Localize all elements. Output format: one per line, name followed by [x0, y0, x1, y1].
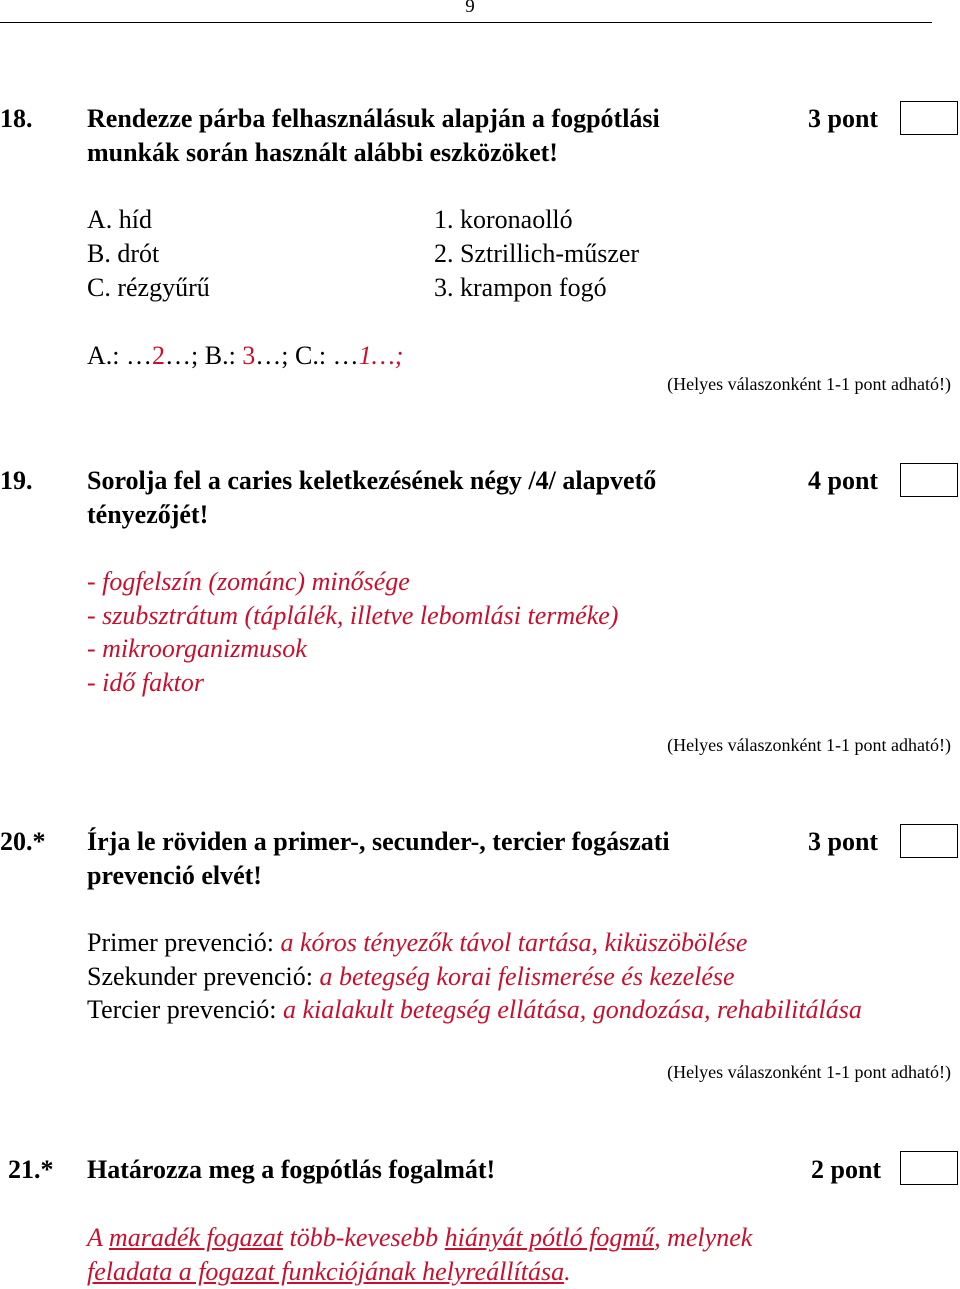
q19-answer-item: - szubsztrátum (táplálék, illetve lebomlási terméke): [87, 601, 619, 630]
q20-row-answer: a kóros tényezők távol tartása, kiküszöbölése: [280, 928, 748, 957]
q18-right-item: 1. koronaolló: [434, 205, 573, 234]
q20-points: 3 pont: [808, 827, 879, 856]
q19-score-box[interactable]: [900, 463, 958, 497]
q18-left-item: B. drót: [87, 239, 160, 268]
q19-answer-item: - fogfelszín (zománc) minősége: [87, 567, 410, 596]
q18-score-box[interactable]: [900, 101, 958, 135]
q21-answer-line2: [87, 1255, 571, 1289]
q18-answer-b-value: 3: [242, 341, 256, 370]
q19-answer-item: - mikroorganizmusok: [87, 634, 307, 663]
q21-score-box[interactable]: [900, 1151, 958, 1185]
q18-answer-c-value: 1…;: [358, 341, 404, 370]
q20-answer-row: [87, 993, 862, 1027]
q18-answer-line: [87, 339, 403, 373]
q20-number: 20.*: [0, 827, 46, 856]
q19-scoring-note: (Helyes válaszonként 1-1 pont adható!): [667, 735, 951, 755]
q18-points: 3 pont: [808, 104, 879, 133]
q20-prompt-line1: Írja le röviden a primer-, secunder-, tercier fogászati: [87, 827, 670, 856]
q20-answer-row: [87, 926, 747, 960]
q21-points: 2 pont: [811, 1155, 882, 1184]
q18-answer-c-label: …; C.: …: [255, 341, 359, 370]
q21-answer-part-underlined: feladata a fogazat funkciójának helyreállítása: [87, 1257, 565, 1286]
q21-answer-part: több-kevesebb: [282, 1223, 445, 1252]
q18-scoring-note: (Helyes válaszonként 1-1 pont adható!): [667, 374, 951, 394]
q18-answer-a-value: 2: [152, 341, 165, 370]
q18-right-item: 3. krampon fogó: [434, 273, 607, 302]
q20-score-box[interactable]: [900, 824, 958, 858]
q20-row-label: Primer prevenció:: [87, 928, 281, 957]
q21-answer-part-underlined: hiányát pótló fogmű: [444, 1223, 655, 1252]
q21-answer-part: .: [564, 1257, 571, 1286]
q18-number: 18.: [0, 104, 33, 133]
q20-row-answer: a betegség korai felismerése és kezelése: [319, 962, 735, 991]
q20-row-label: Szekunder prevenció:: [87, 962, 320, 991]
q21-number: 21.*: [8, 1155, 54, 1184]
q19-points: 4 pont: [808, 466, 879, 495]
q18-left-item: A. híd: [87, 205, 152, 234]
q20-answer-row: [87, 960, 735, 994]
q19-number: 19.: [0, 466, 33, 495]
q21-answer-part-underlined: maradék fogazat: [108, 1223, 283, 1252]
q21-answer-line1: [87, 1221, 752, 1255]
q18-answer-b-label: …; B.:: [165, 341, 243, 370]
q19-prompt-line1: Sorolja fel a caries keletkezésének négy /4/ alapvető: [87, 466, 657, 495]
q21-prompt: Határozza meg a fogpótlás fogalmát!: [87, 1155, 496, 1184]
q20-row-answer: a kialakult betegség ellátása, gondozása, rehabilitálása: [282, 995, 862, 1024]
header-rule: [0, 22, 932, 23]
q21-answer-part: , melynek: [654, 1223, 753, 1252]
q19-answer-item: - idő faktor: [87, 668, 204, 697]
q19-prompt-line2: tényezőjét!: [87, 500, 209, 529]
q20-prompt-line2: prevenció elvét!: [87, 861, 262, 890]
q18-answer-a-label: A.: …: [87, 341, 152, 370]
page-number: 9: [465, 0, 475, 17]
q18-prompt-line1: Rendezze párba felhasználásuk alapján a fogpótlási: [87, 104, 660, 133]
q18-prompt-line2: munkák során használt alábbi eszközöket!: [87, 138, 558, 167]
q20-row-label: Tercier prevenció:: [87, 995, 283, 1024]
q21-answer-part: A: [87, 1223, 109, 1252]
q18-right-item: 2. Sztrillich-műszer: [434, 239, 640, 268]
q18-left-item: C. rézgyűrű: [87, 273, 210, 302]
q20-scoring-note: (Helyes válaszonként 1-1 pont adható!): [667, 1062, 951, 1082]
